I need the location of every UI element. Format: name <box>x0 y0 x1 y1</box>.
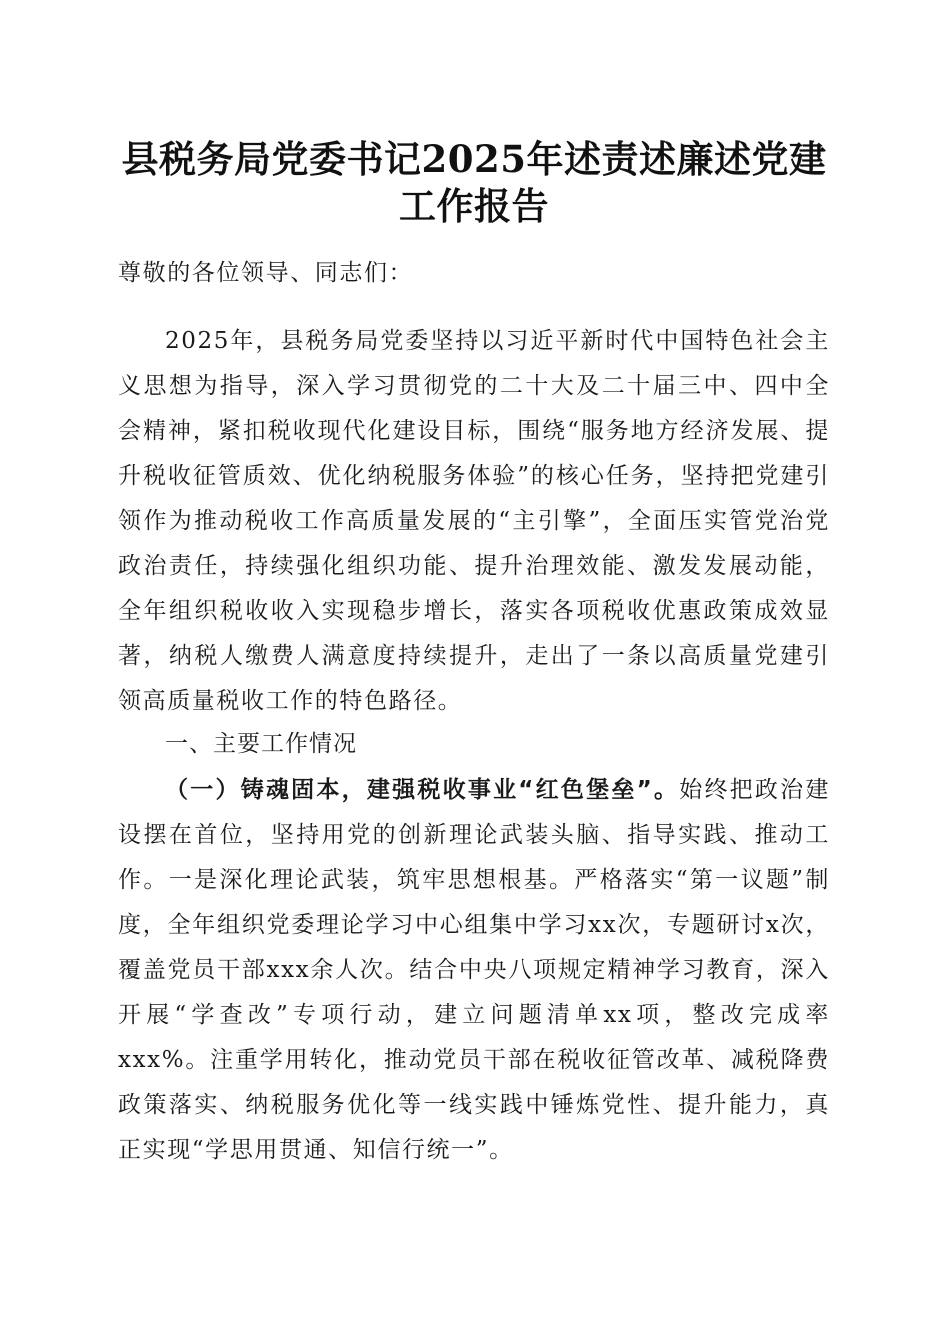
salutation: 尊敬的各位领导、同志们： <box>118 260 414 286</box>
intro-paragraph: 2025年，县税务局党委坚持以习近平新时代中国特色社会主义思想为指导，深入学习贯彻党的二十大及二十届三中、四中全会精神，紧扣税收现代化建设目标，围绕“服务地方经济发展、提升税收征管质效、优化纳税服务体验”的核心任务，坚持把党建引领作为推动税收工作高质量发展的“主引擎”，全面压实管党治党政治责任，持续强化组织功能、提升治理效能、激发发展动能，全年组织税收收入实现稳步增长，落实各项税收优惠政策成效显著，纳税人缴费人满意度持续提升，走出了一条以高质量党建引领高质量税收工作的特色路径。 <box>118 328 830 714</box>
subsection-paragraph <box>118 768 830 1173</box>
subsection-lead: （一）铸魂固本，建强税收事业“红色堡垒”。 <box>165 777 680 803</box>
section-heading: 一、主要工作情况 <box>165 731 357 757</box>
document-title: 县税务局党委书记2025年述责述廉述党建工作报告 <box>121 137 827 228</box>
subsection-text: 始终把政治建设摆在首位，坚持用党的创新理论武装头脑、指导实践、推动工作。一是深化理论武装，筑牢思想根基。严格落实“第一议题”制度，全年组织党委理论学习中心组集中学习xx次，专题研讨x次，覆盖党员干部xxx余人次。结合中央八项规定精神学习教育，深入开展“学查改”专项行动，建立问题清单xx项，整改完成率xxx%。注重学用转化，推动党员干部在税收征管改革、减税降费政策落实、纳税服务优化等一线实践中锤炼党性、提升能力，真正实现“学思用贯通、知信行统一”。 <box>118 777 830 1163</box>
